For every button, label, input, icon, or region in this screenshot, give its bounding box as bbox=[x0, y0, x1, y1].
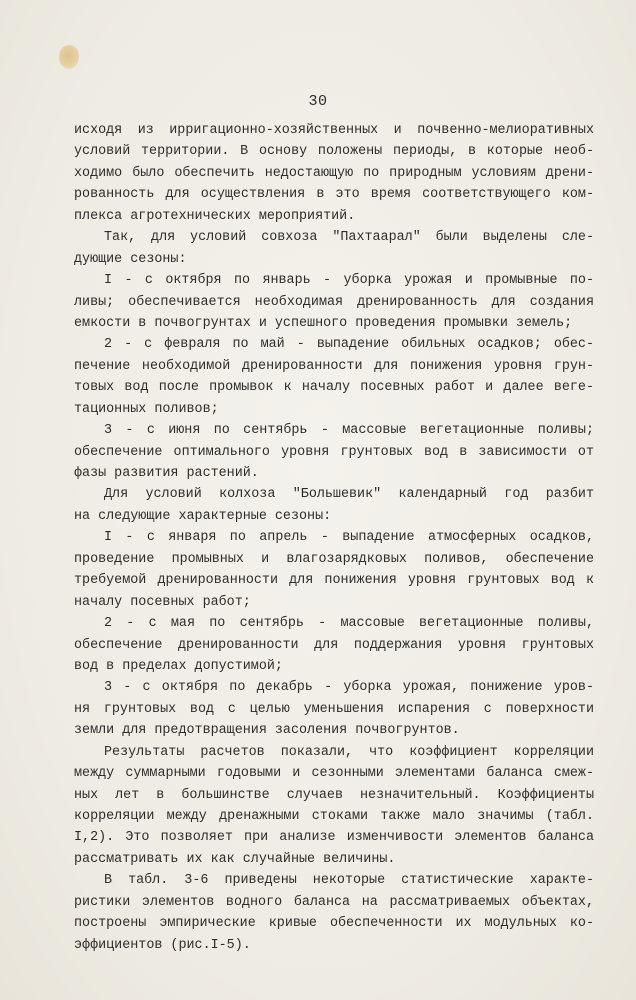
text-line: ных лет в большинстве случаев незначительный. Коэффициенты bbox=[74, 787, 594, 803]
text-line: требуемой дренированности для понижения уровня грунтовых вод к bbox=[74, 573, 594, 589]
text-line: тационных поливов; bbox=[74, 401, 219, 417]
text-line: В табл. 3-6 приведены некоторые статистические характе- bbox=[104, 873, 594, 889]
text-line: ходимо было обеспечить недостающую по природным условиям дрени- bbox=[74, 165, 594, 181]
body-text bbox=[74, 120, 594, 956]
text-line: Результаты расчетов показали, что коэффициент корреляции bbox=[104, 744, 594, 760]
text-line: ливы; обеспечивается необходимая дренированность для создания bbox=[74, 294, 594, 310]
text-line: земли для предотвращения засоления почвогрунтов. bbox=[74, 723, 460, 739]
text-line: печение необходимой дренированности для понижения уровня грун- bbox=[74, 358, 594, 374]
text-line: обеспечение оптимального уровня грунтовых вод в зависимости от bbox=[74, 444, 594, 460]
text-line: ня грунтовых вод с целью уменьшения испарения с поверхности bbox=[74, 701, 594, 717]
paper-stain bbox=[59, 45, 79, 69]
text-line: Так, для условий совхоза "Пахтаарал" были выделены сле- bbox=[104, 230, 594, 246]
text-line: I - с октября по январь - уборка урожая и промывные по- bbox=[104, 273, 594, 289]
text-line: фазы развития растений. bbox=[74, 466, 259, 481]
text-line: плекса агротехнических мероприятий. bbox=[74, 208, 356, 224]
text-line: 2 - с мая по сентябрь - массовые вегетационные поливы, bbox=[104, 616, 594, 632]
text-line: Для условий колхоза "Большевик" календарный год разбит bbox=[104, 487, 594, 503]
text-line: исходя из ирригационно-хозяйственных и почвенно-мелиоративных bbox=[74, 123, 594, 138]
text-line: условий территории. В основу положены периоды, в которые необ- bbox=[74, 144, 594, 160]
page-number: 30 bbox=[308, 93, 328, 110]
text-line: емкости в почвогрунтах и успешного проведения промывки земель; bbox=[74, 315, 573, 331]
text-line: 2 - с февраля по май - выпадение обильных осадков; обес- bbox=[104, 337, 594, 353]
text-line: 3 - с июня по сентябрь - массовые вегетационные поливы; bbox=[104, 423, 594, 439]
text-line: между суммарными годовыми и сезонными элементами баланса смеж- bbox=[74, 766, 594, 782]
text-line: эффициентов (рис.I-5). bbox=[74, 937, 251, 953]
text-line: корреляции между дренажными стоками также мало значимы (табл. bbox=[74, 809, 594, 824]
text-line: рованность для осуществления в это время соответствующего ком- bbox=[74, 187, 594, 203]
text-line: товых вод после промывок к началу посевных работ и далее веге- bbox=[74, 380, 594, 396]
text-line: I,2). Это позволяет при анализе изменчивости элементов баланса bbox=[74, 830, 594, 846]
text-line: дующие сезоны: bbox=[74, 251, 187, 267]
text-line: на следующие характерные сезоны: bbox=[74, 508, 332, 524]
text-line: началу посевных работ; bbox=[74, 594, 251, 610]
text-line: ристики элементов водного баланса на рассматриваемых объектах, bbox=[74, 894, 594, 910]
text-line: I - с января по апрель - выпадение атмосферных осадков, bbox=[104, 530, 594, 546]
text-line: вод в пределах допустимой; bbox=[74, 658, 283, 674]
text-line: рассматривать их как случайные величины. bbox=[74, 851, 396, 867]
text-line: проведение промывных и влагозарядковых поливов, обеспечение bbox=[74, 551, 594, 567]
text-line: 3 - с октября по декабрь - уборка урожая, понижение уров- bbox=[104, 680, 594, 696]
text-line: обеспечение дренированности для поддержания уровня грунтовых bbox=[74, 637, 594, 653]
text-line: построены эмпирические кривые обеспеченности их модульных ко- bbox=[74, 916, 594, 932]
